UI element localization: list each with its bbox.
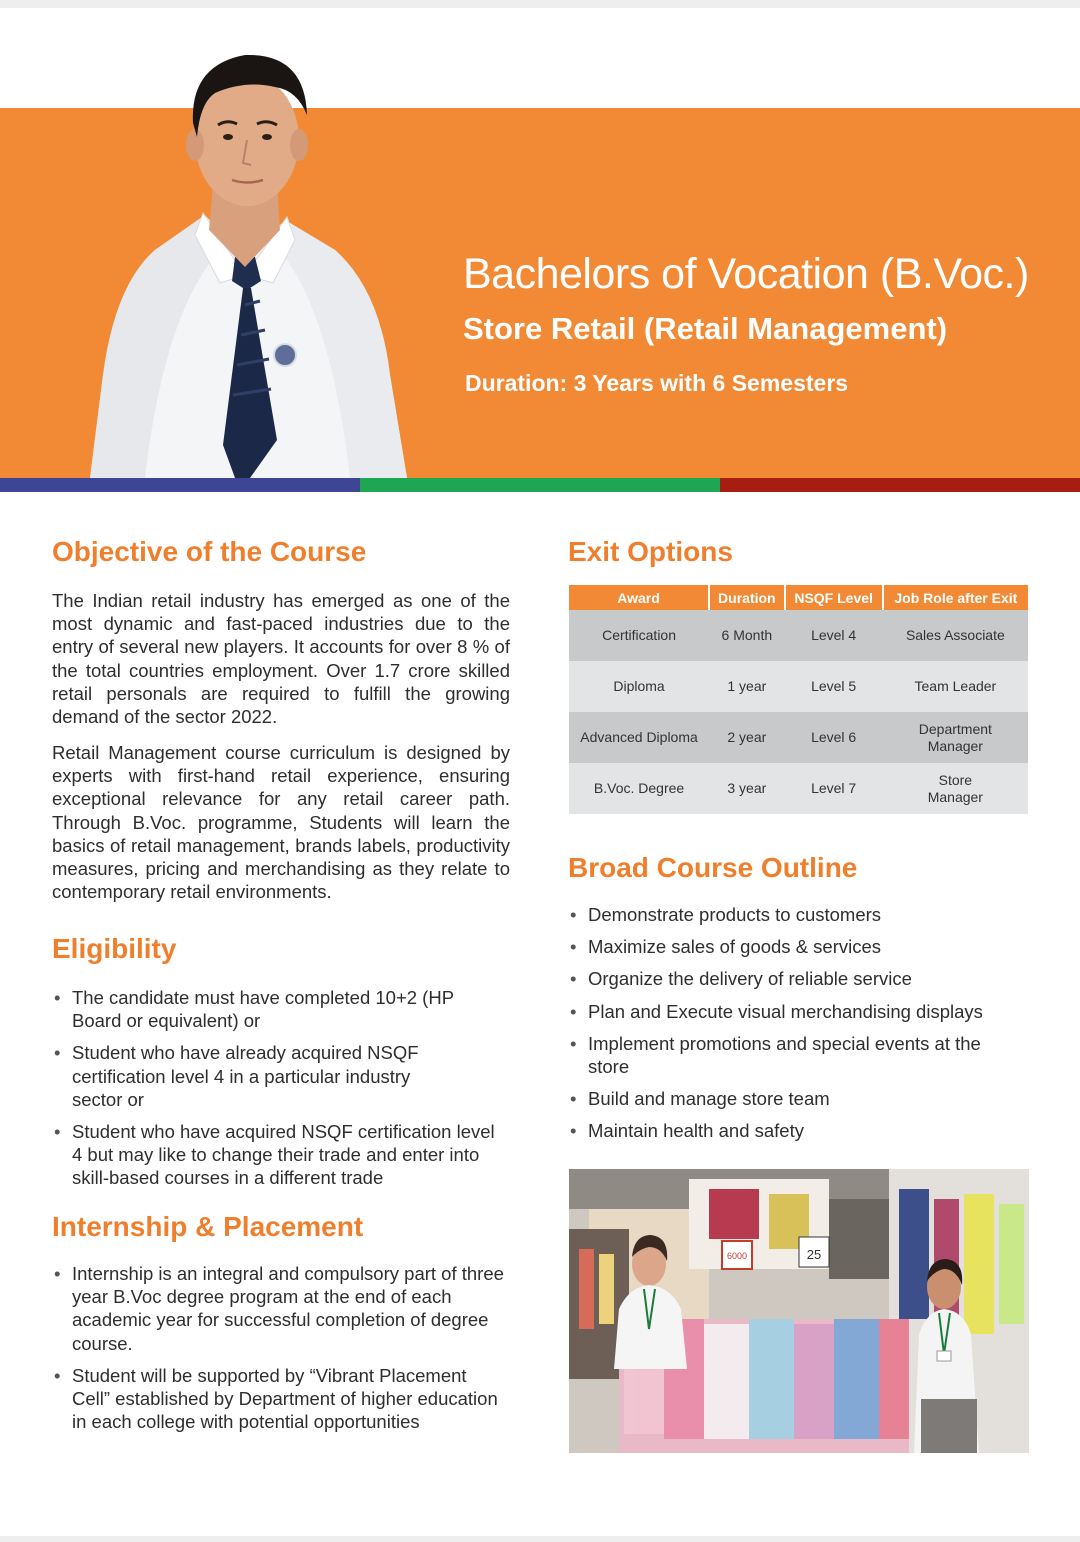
list-item: • Student who have acquired NSQF certification level 4 but may like to change their trade and enter into skill-based courses in a different trade xyxy=(52,1120,500,1190)
course-subtitle: Store Retail (Retail Management) xyxy=(463,311,948,346)
course-duration: Duration: 3 Years with 6 Semesters xyxy=(465,370,849,396)
table-row xyxy=(569,712,1028,763)
bottom-strip xyxy=(0,1536,1080,1542)
table-cell: 3 year xyxy=(709,763,784,814)
exit-options-heading: Exit Options xyxy=(568,536,733,567)
table-cell: Certification xyxy=(569,610,709,661)
column-header: Duration xyxy=(709,585,784,610)
exit-options-table xyxy=(569,585,1028,814)
internship-list xyxy=(52,1262,504,1433)
table-cell: 6 Month xyxy=(709,610,784,661)
table-cell: 1 year xyxy=(709,661,784,712)
stripe-green xyxy=(360,478,720,492)
table-cell: Department Manager xyxy=(883,712,1028,763)
list-item: • Maintain health and safety xyxy=(568,1119,1018,1142)
list-item: • The candidate must have completed 10+2 (HP Board or equivalent) or xyxy=(52,986,500,1032)
top-strip xyxy=(0,0,1080,8)
stripe-blue xyxy=(0,478,360,492)
table-row xyxy=(569,610,1028,661)
table-cell: Level 6 xyxy=(785,712,883,763)
list-item: • Plan and Execute visual merchandising displays xyxy=(568,1000,1018,1023)
list-item: • Student will be supported by “Vibrant Placement Cell” established by Department of higher education in each college with potential opportunities xyxy=(52,1364,504,1434)
store-scene-image xyxy=(569,1169,1029,1453)
table-cell: 2 year xyxy=(709,712,784,763)
objective-paragraph-2: Retail Management course curriculum is designed by experts with first-hand retail experience, ensuring exceptional relevance for any retail career path. Through B.Voc. programme, Students will learn the basics of retail management, brands labels, productivity measures, pricing and merchandising as they relate to contemporary retail environments. xyxy=(52,742,510,903)
table-cell: Diploma xyxy=(569,661,709,712)
column-header: Award xyxy=(569,585,709,610)
eligibility-list xyxy=(52,986,500,1190)
table-cell: Level 7 xyxy=(785,763,883,814)
table-cell: Store Manager xyxy=(883,763,1028,814)
table-cell: Level 5 xyxy=(785,661,883,712)
list-item: • Build and manage store team xyxy=(568,1087,1018,1110)
internship-heading: Internship & Placement xyxy=(52,1211,364,1242)
list-item: • Implement promotions and special events at the store xyxy=(568,1032,1018,1078)
student-portrait-image xyxy=(85,45,415,478)
stripe-red xyxy=(720,478,1080,492)
table-cell: Advanced Diploma xyxy=(569,712,709,763)
table-cell: Level 4 xyxy=(785,610,883,661)
table-cell: Team Leader xyxy=(883,661,1028,712)
table-row xyxy=(569,661,1028,712)
objective-paragraph-1: The Indian retail industry has emerged as one of the most dynamic and fast-paced industries due to the entry of several new players. It accounts for over 8 % of the total countries employment. Over 1.7 crore skilled retail personals are required to fulfill the growing demand of the sector 2022. xyxy=(52,590,510,728)
eligibility-heading: Eligibility xyxy=(52,933,177,964)
list-item: • Internship is an integral and compulsory part of three year B.Voc degree program at the end of each academic year for successful completion of degree course. xyxy=(52,1262,504,1355)
table-cell: Sales Associate xyxy=(883,610,1028,661)
price-sign-25: 25 xyxy=(806,1247,822,1262)
list-item: • Student who have already acquired NSQF certification level 4 in a particular industry sector or xyxy=(52,1041,500,1111)
column-header: NSQF Level xyxy=(785,585,883,610)
course-title: Bachelors of Vocation (B.Voc.) xyxy=(463,250,1029,298)
price-sign-6000: 6000 xyxy=(726,1251,748,1261)
color-stripes xyxy=(0,478,1080,492)
table-header-row xyxy=(569,585,1028,610)
list-item: • Organize the delivery of reliable service xyxy=(568,967,1018,990)
outline-heading: Broad Course Outline xyxy=(568,852,858,883)
table-cell: B.Voc. Degree xyxy=(569,763,709,814)
list-item: • Demonstrate products to customers xyxy=(568,903,1018,926)
list-item: • Maximize sales of goods & services xyxy=(568,935,1018,958)
table-row xyxy=(569,763,1028,814)
outline-list xyxy=(568,903,1018,1143)
objective-heading: Objective of the Course xyxy=(52,536,367,567)
column-header: Job Role after Exit xyxy=(883,585,1028,610)
retail-store-photo xyxy=(569,1169,1029,1453)
